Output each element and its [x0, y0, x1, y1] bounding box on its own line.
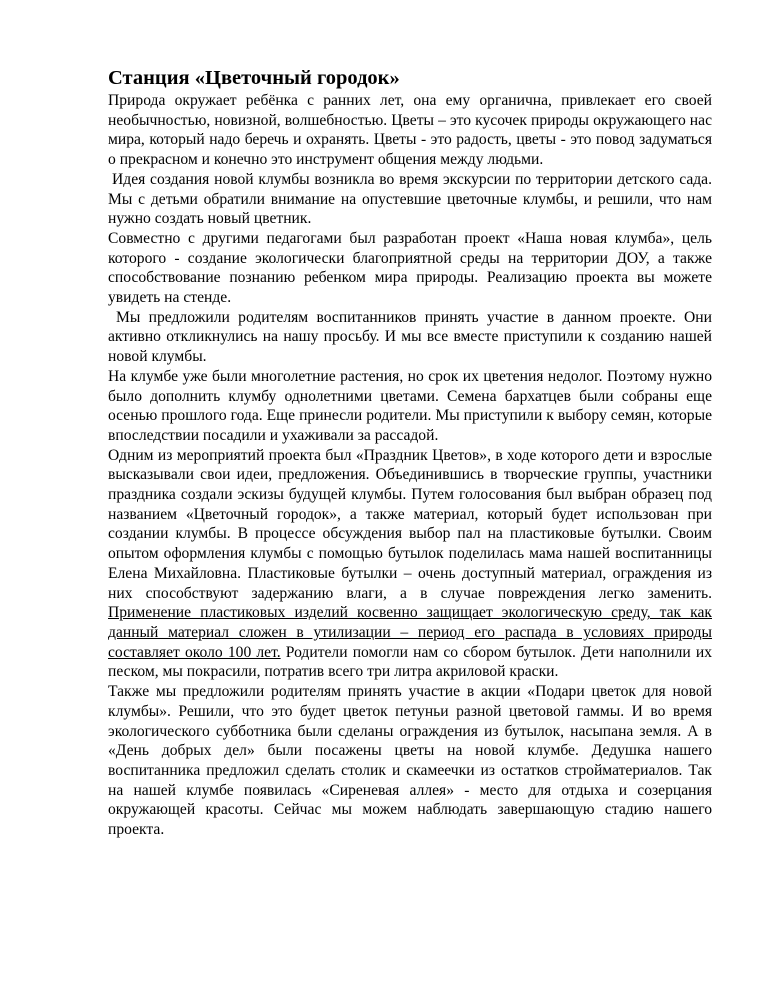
paragraph-6-underlined-text: Применение пластиковых изделий косвенно защищает экологическую среду, так как данный материал сложен в утилизации – период его распада в условиях природы составляет около 100 лет. [108, 604, 712, 661]
paragraph-6-text-b: Родители помогли нам со сбором бутылок. Дети наполнили их песком, мы покрасили, потратив всего три литра акриловой краски. [108, 643, 712, 681]
paragraph-2: Идея создания новой клумбы возникла во время экскурсии по территории детского сада. Мы с детьми обратили внимание на опустевшие цветочные клумбы, и решили, что нам нужно создать новый цветник. [108, 170, 712, 228]
paragraph-6-text-a: Одним из мероприятий проекта был «Праздник Цветов», в ходе которого дети и взрослые высказывали свои идеи, предложения. Объединившись в творческие группы, участники праздника создали эскизы будущей клумбы. Путем голосования был выбран образец под названием «Цветочный городок», а также материал, который будет использован при создании клумбы. В процессе обсуждения выбор пал на пластиковые бутылки. Своим опытом оформления клумбы с помощью бутылок поделилась мама нашей воспитанницы Елена Михайловна. Пластиковые бутылки – очень доступный материал, ограждения из них способствуют задержанию влаги, а в случае повреждения легко заменить. [108, 446, 712, 602]
document-page [108, 66, 712, 840]
document-title: Станция «Цветочный городок» [108, 67, 400, 89]
paragraph-4: Мы предложили родителям воспитанников принять участие в данном проекте. Они активно откликнулись на нашу просьбу. И мы все вместе приступили к созданию нашей новой клумбы. [108, 308, 712, 366]
paragraph-5: На клумбе уже были многолетние растения, но срок их цветения недолог. Поэтому нужно было дополнить клумбу однолетними цветами. Семена бархатцев были собраны еще осенью прошлого года. Еще принесли родители. Мы приступили к выбору семян, которые впоследствии посадили и ухаживали за рассадой. [108, 367, 712, 444]
paragraph-7: Также мы предложили родителям принять участие в акции «Подари цветок для новой клумбы». Решили, что это будет цветок петуньи разной цветовой гаммы. И во время экологического субботника были сделаны ограждения из бутылок, насыпана земля. А в «День добрых дел» были посажены цветы на новой клумбе. Дедушка нашего воспитанника предложил сделать столик и скамеечки из остатков стройматериалов. Так на нашей клумбе появилась «Сиреневая аллея» - место для отдыха и созерцания окружающей красоты. Сейчас мы можем наблюдать завершающую стадию нашего проекта. [108, 683, 712, 839]
paragraph-3: Совместно с другими педагогами был разработан проект «Наша новая клумба», цель которого - создание экологически благоприятной среды на территории ДОУ, а также способствование познанию ребенком мира природы. Реализацию проекта вы можете увидеть на стенде. [108, 229, 712, 307]
paragraph-1: Природа окружает ребёнка с ранних лет, она ему органична, привлекает его своей необычностью, новизной, волшебностью. Цветы – это кусочек природы окружающего нас мира, который надо беречь и охранять. Цветы - это радость, цветы - это повод задуматься о прекрасном и конечно это инструмент общения между людьми. [108, 92, 712, 169]
paragraph-6 [108, 446, 712, 682]
